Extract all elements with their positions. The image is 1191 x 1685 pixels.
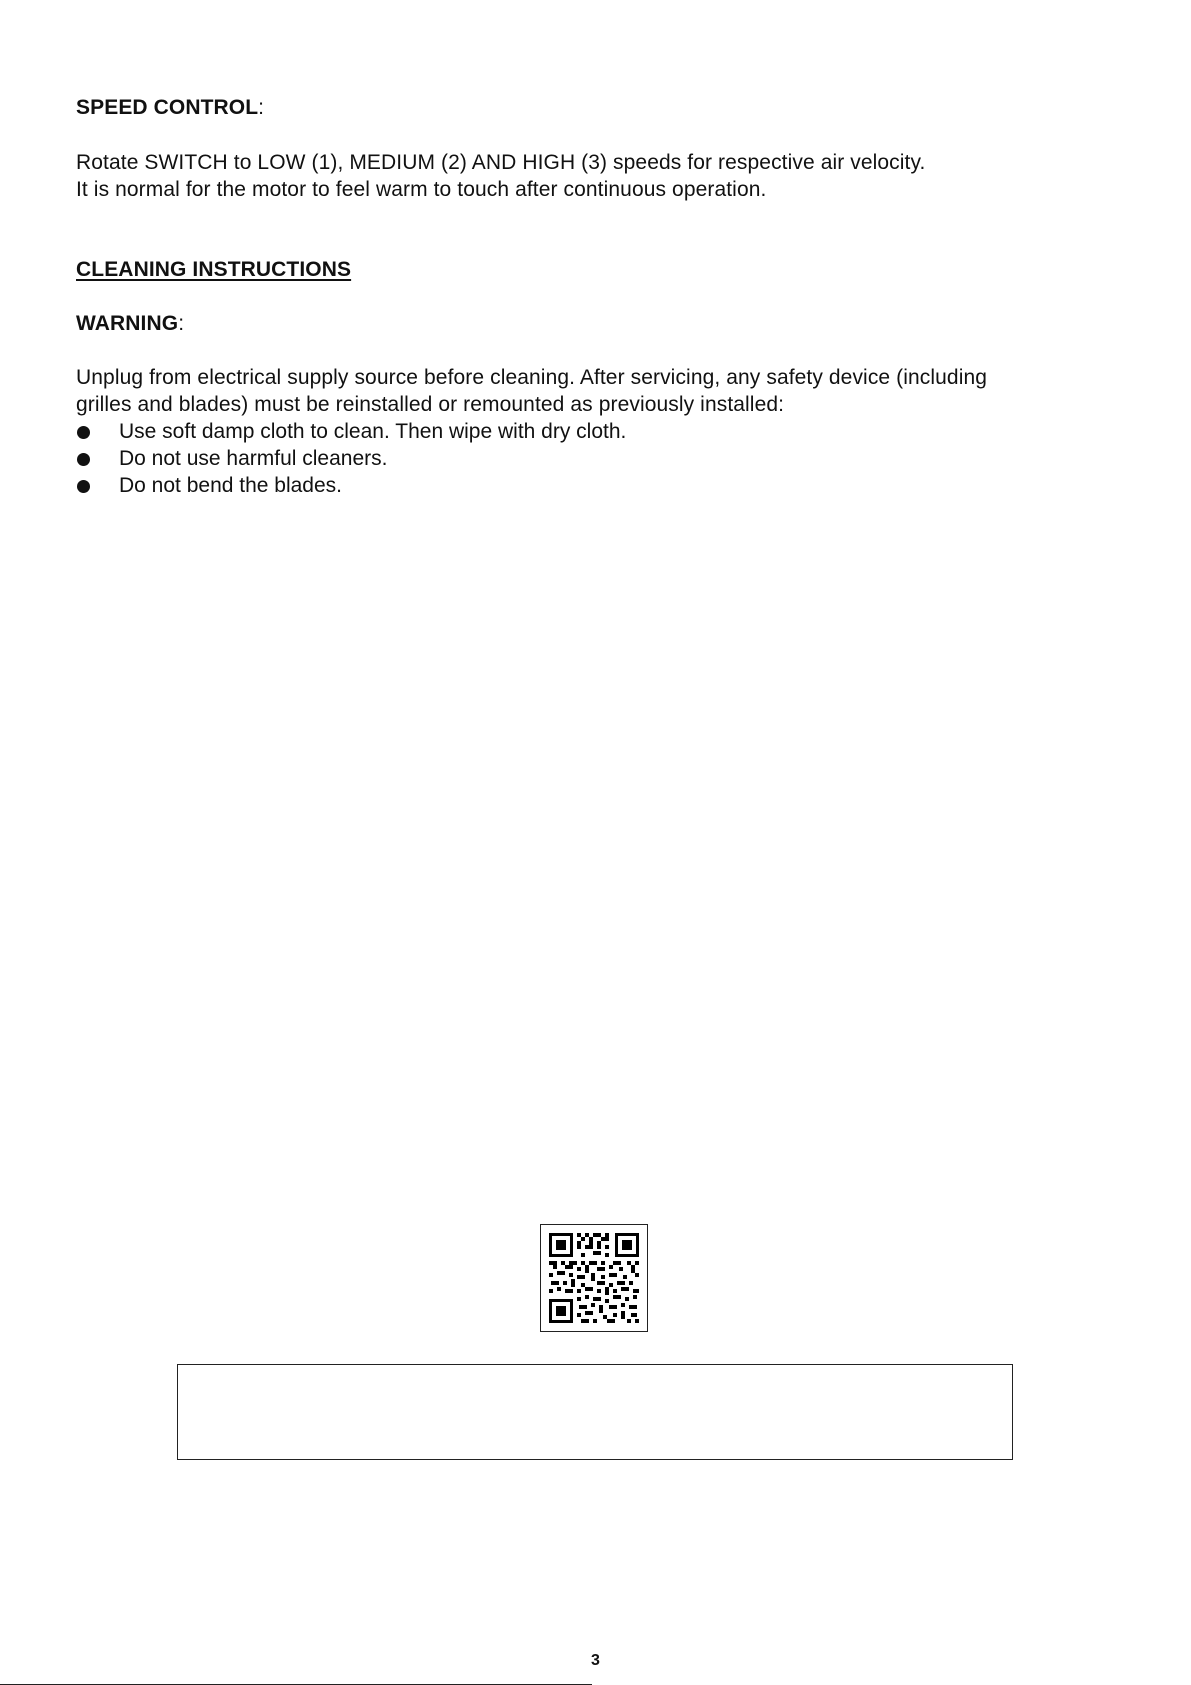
cleaning-instructions-heading xyxy=(76,256,1116,283)
bullet-icon xyxy=(77,453,90,466)
warning-line: grilles and blades) must be reinstalled or remounted as previously installed: xyxy=(76,393,785,416)
list-item xyxy=(76,418,626,445)
speed-control-paragraph xyxy=(76,149,1116,203)
speed-control-line: It is normal for the motor to feel warm to touch after continuous operation. xyxy=(76,178,767,201)
cleaning-instructions-heading-text: CLEANING INSTRUCTIONS xyxy=(76,258,352,281)
bullet-icon xyxy=(77,480,90,493)
warning-label: WARNING xyxy=(76,312,179,335)
list-item-text: Do not use harmful cleaners. xyxy=(119,447,388,470)
speed-control-heading-text: SPEED CONTROL xyxy=(76,96,259,119)
speed-control-line: Rotate SWITCH to LOW (1), MEDIUM (2) AND HIGH (3) speeds for respective air velocity. xyxy=(76,151,926,174)
list-item-text: Use soft damp cloth to clean. Then wipe with dry cloth. xyxy=(119,420,627,443)
list-item xyxy=(76,472,626,499)
bullet-icon xyxy=(77,426,90,439)
warning-line: Unplug from electrical supply source before cleaning. After servicing, any safety device (including xyxy=(76,366,988,389)
speed-control-heading-colon: : xyxy=(258,96,265,119)
list-item-text: Do not bend the blades. xyxy=(119,474,343,497)
list-item xyxy=(76,445,626,472)
speed-control-heading xyxy=(76,94,1116,121)
warning-heading xyxy=(76,310,1116,337)
warning-colon: : xyxy=(178,312,185,335)
cleaning-bullet-list xyxy=(76,418,626,499)
warning-paragraph xyxy=(76,364,1116,418)
page-number: 3 xyxy=(591,1652,600,1669)
qr-code-icon xyxy=(540,1224,648,1332)
qr-code-graphic xyxy=(541,1225,647,1331)
empty-bordered-box xyxy=(177,1364,1013,1460)
